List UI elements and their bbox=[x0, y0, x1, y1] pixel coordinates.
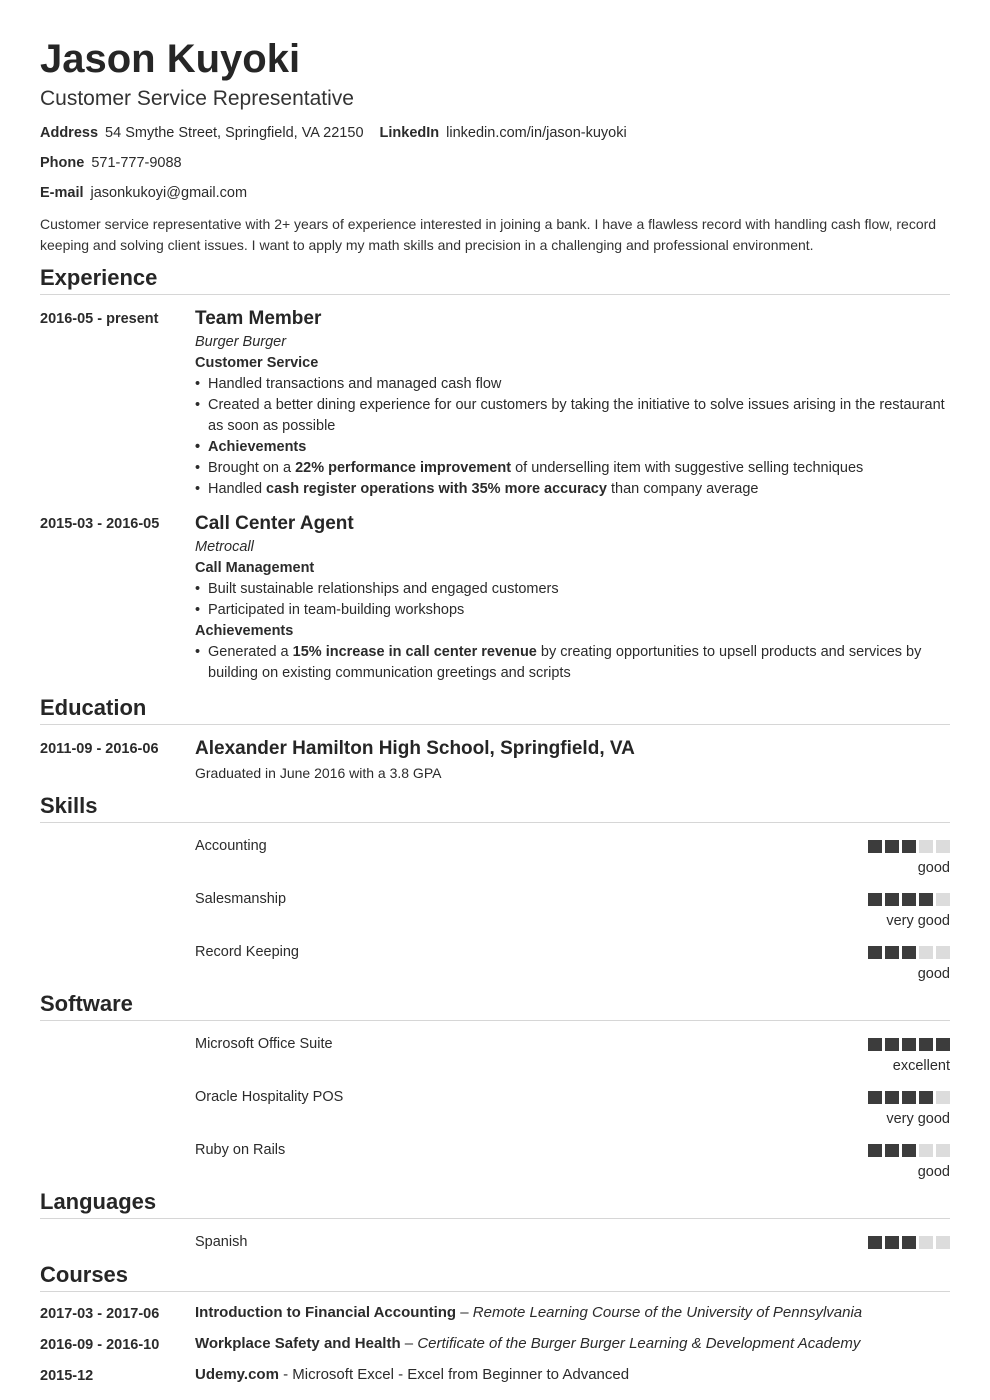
course-separator: – bbox=[400, 1335, 418, 1352]
rating-block bbox=[868, 1236, 882, 1249]
job-bullet: • Created a better dining experience for our customers by taking the initiative to solve issues arising in the restaurant as soon as possible bbox=[208, 395, 950, 437]
candidate-title: Customer Service Representative bbox=[40, 87, 354, 110]
skills-row bbox=[40, 835, 950, 878]
rating-label: excellent bbox=[892, 1058, 950, 1074]
skills-row bbox=[40, 941, 950, 984]
job-subheading: Call Management bbox=[195, 560, 315, 576]
course-date: 2015-12 bbox=[40, 1368, 94, 1384]
job-bullet: • Generated a 15% increase in call center revenue by creating opportunities to upsell products and services by building on existing communication greetings and scripts bbox=[208, 642, 950, 684]
rating-block bbox=[885, 840, 899, 853]
course-title: Udemy.com bbox=[195, 1366, 279, 1383]
rating-block bbox=[902, 840, 916, 853]
job-date: 2016-05 - present bbox=[40, 311, 159, 327]
rating-block bbox=[885, 1144, 899, 1157]
rating-block bbox=[902, 893, 916, 906]
rating-block bbox=[919, 1236, 933, 1249]
languages-row bbox=[40, 1231, 950, 1253]
course-title: Introduction to Financial Accounting bbox=[195, 1304, 457, 1321]
rating-block bbox=[868, 893, 882, 906]
rating-block bbox=[868, 1038, 882, 1051]
job-bullets bbox=[195, 642, 950, 684]
experience-entry bbox=[40, 307, 950, 500]
rating-blocks bbox=[830, 840, 950, 853]
job-subheading: • Achievements bbox=[208, 437, 950, 458]
languages-list bbox=[40, 1231, 950, 1253]
address-value: 54 Smythe Street, Springfield, VA 22150 bbox=[105, 125, 364, 141]
rating-block bbox=[885, 1091, 899, 1104]
rating-blocks bbox=[830, 946, 950, 959]
skills-name: Salesmanship bbox=[195, 891, 287, 907]
rating-block bbox=[885, 1236, 899, 1249]
rating-block bbox=[902, 1236, 916, 1249]
contact-address-line bbox=[40, 124, 950, 142]
rating-label: good bbox=[917, 966, 950, 982]
education-entry bbox=[40, 737, 950, 784]
rating-block bbox=[868, 1091, 882, 1104]
rating-block bbox=[919, 840, 933, 853]
skills-row bbox=[40, 888, 950, 931]
rating-block bbox=[885, 893, 899, 906]
software-heading: Software bbox=[40, 990, 950, 1021]
software-row bbox=[40, 1139, 950, 1182]
rating-blocks bbox=[830, 1236, 950, 1249]
rating-block bbox=[885, 946, 899, 959]
rating bbox=[830, 1033, 950, 1076]
job-bullet: • Built sustainable relationships and engaged customers bbox=[208, 579, 950, 600]
address-label: Address bbox=[40, 125, 99, 141]
rating-block bbox=[919, 893, 933, 906]
rating-block bbox=[919, 946, 933, 959]
phone-value: 571-777-9088 bbox=[91, 155, 182, 171]
education-date: 2011-09 - 2016-06 bbox=[40, 741, 159, 757]
rating-block bbox=[919, 1144, 933, 1157]
rating-block bbox=[919, 1038, 933, 1051]
education-heading: Education bbox=[40, 694, 950, 725]
rating-block bbox=[902, 1038, 916, 1051]
rating-block bbox=[902, 946, 916, 959]
rating bbox=[830, 1231, 950, 1253]
languages-heading: Languages bbox=[40, 1188, 950, 1219]
job-company: Metrocall bbox=[195, 539, 254, 555]
job-bullet: • Brought on a 22% performance improvement of underselling item with suggestive selling techniques bbox=[208, 458, 950, 479]
course-date: 2016-09 - 2016-10 bbox=[40, 1337, 160, 1353]
linkedin-label: LinkedIn bbox=[379, 125, 440, 141]
rating-blocks bbox=[830, 893, 950, 906]
rating-block bbox=[936, 946, 950, 959]
course-row bbox=[40, 1333, 950, 1356]
rating-label: good bbox=[917, 1164, 950, 1180]
rating bbox=[830, 1086, 950, 1129]
job-company: Burger Burger bbox=[195, 334, 287, 350]
email-label: E-mail bbox=[40, 185, 84, 201]
rating-block bbox=[936, 1038, 950, 1051]
candidate-name: Jason Kuyoki bbox=[40, 37, 301, 81]
software-name: Microsoft Office Suite bbox=[195, 1036, 333, 1052]
job-bullet: • Handled transactions and managed cash flow bbox=[208, 374, 950, 395]
course-row bbox=[40, 1302, 950, 1325]
courses-heading: Courses bbox=[40, 1261, 950, 1292]
rating-block bbox=[936, 893, 950, 906]
rating-block bbox=[936, 840, 950, 853]
course-description: Microsoft Excel - Excel from Beginner to Advanced bbox=[292, 1366, 630, 1383]
rating-block bbox=[919, 1091, 933, 1104]
rating-label: very good bbox=[886, 913, 950, 929]
rating-block bbox=[936, 1091, 950, 1104]
course-date: 2017-03 - 2017-06 bbox=[40, 1306, 160, 1322]
rating bbox=[830, 1139, 950, 1182]
rating-block bbox=[902, 1144, 916, 1157]
rating bbox=[830, 941, 950, 984]
rating-block bbox=[868, 1144, 882, 1157]
course-row bbox=[40, 1364, 950, 1387]
rating-label: good bbox=[917, 860, 950, 876]
rating-block bbox=[885, 1038, 899, 1051]
education-school: Alexander Hamilton High School, Springfield, VA bbox=[195, 738, 635, 759]
experience-heading: Experience bbox=[40, 264, 950, 295]
course-separator: – bbox=[456, 1304, 473, 1321]
rating-blocks bbox=[830, 1144, 950, 1157]
course-description: Certificate of the Burger Burger Learning & Development Academy bbox=[417, 1335, 861, 1352]
phone-label: Phone bbox=[40, 155, 85, 171]
job-bullet: • Handled cash register operations with 35% more accuracy than company average bbox=[208, 479, 950, 500]
experience-entry bbox=[40, 512, 950, 684]
job-date: 2015-03 - 2016-05 bbox=[40, 516, 160, 532]
job-subheading: Achievements bbox=[195, 623, 294, 639]
rating-block bbox=[868, 946, 882, 959]
software-row bbox=[40, 1033, 950, 1076]
job-subheading: Customer Service bbox=[195, 355, 319, 371]
email-value[interactable]: jasonkukoyi@gmail.com bbox=[90, 185, 248, 201]
summary-text: Customer service representative with 2+ years of experience interested in joining a bank. I have a flawless record with handling cash flow, record keeping and solving client issues. I want to apply my math skills and precision in a challenging and professional environment. bbox=[40, 216, 937, 253]
course-separator: - bbox=[278, 1366, 293, 1383]
contact-phone-line bbox=[40, 154, 950, 172]
linkedin-value[interactable]: linkedin.com/in/jason-kuyoki bbox=[446, 125, 627, 141]
job-bullets bbox=[195, 579, 950, 621]
courses-list bbox=[40, 1302, 950, 1387]
job-bullets bbox=[195, 374, 950, 500]
software-row bbox=[40, 1086, 950, 1129]
job-role: Call Center Agent bbox=[195, 513, 354, 534]
rating-label: very good bbox=[886, 1111, 950, 1127]
rating-blocks bbox=[830, 1091, 950, 1104]
software-name: Ruby on Rails bbox=[195, 1142, 286, 1158]
rating-block bbox=[936, 1144, 950, 1157]
job-bullet: • Participated in team-building workshops bbox=[208, 600, 950, 621]
skills-name: Record Keeping bbox=[195, 944, 299, 960]
skills-list bbox=[40, 835, 950, 984]
course-title: Workplace Safety and Health bbox=[195, 1335, 401, 1352]
software-name: Oracle Hospitality POS bbox=[195, 1089, 344, 1105]
job-role: Team Member bbox=[195, 308, 322, 329]
rating bbox=[830, 888, 950, 931]
skills-heading: Skills bbox=[40, 792, 950, 823]
course-description: Remote Learning Course of the University of Pennsylvania bbox=[472, 1304, 863, 1321]
resume-page bbox=[40, 36, 950, 1387]
rating-block bbox=[936, 1236, 950, 1249]
rating-block bbox=[902, 1091, 916, 1104]
rating bbox=[830, 835, 950, 878]
languages-name: Spanish bbox=[195, 1234, 248, 1250]
contact-email-line bbox=[40, 184, 950, 202]
education-detail: Graduated in June 2016 with a 3.8 GPA bbox=[195, 765, 442, 781]
software-list bbox=[40, 1033, 950, 1182]
rating-blocks bbox=[830, 1038, 950, 1051]
rating-block bbox=[868, 840, 882, 853]
skills-name: Accounting bbox=[195, 838, 267, 854]
